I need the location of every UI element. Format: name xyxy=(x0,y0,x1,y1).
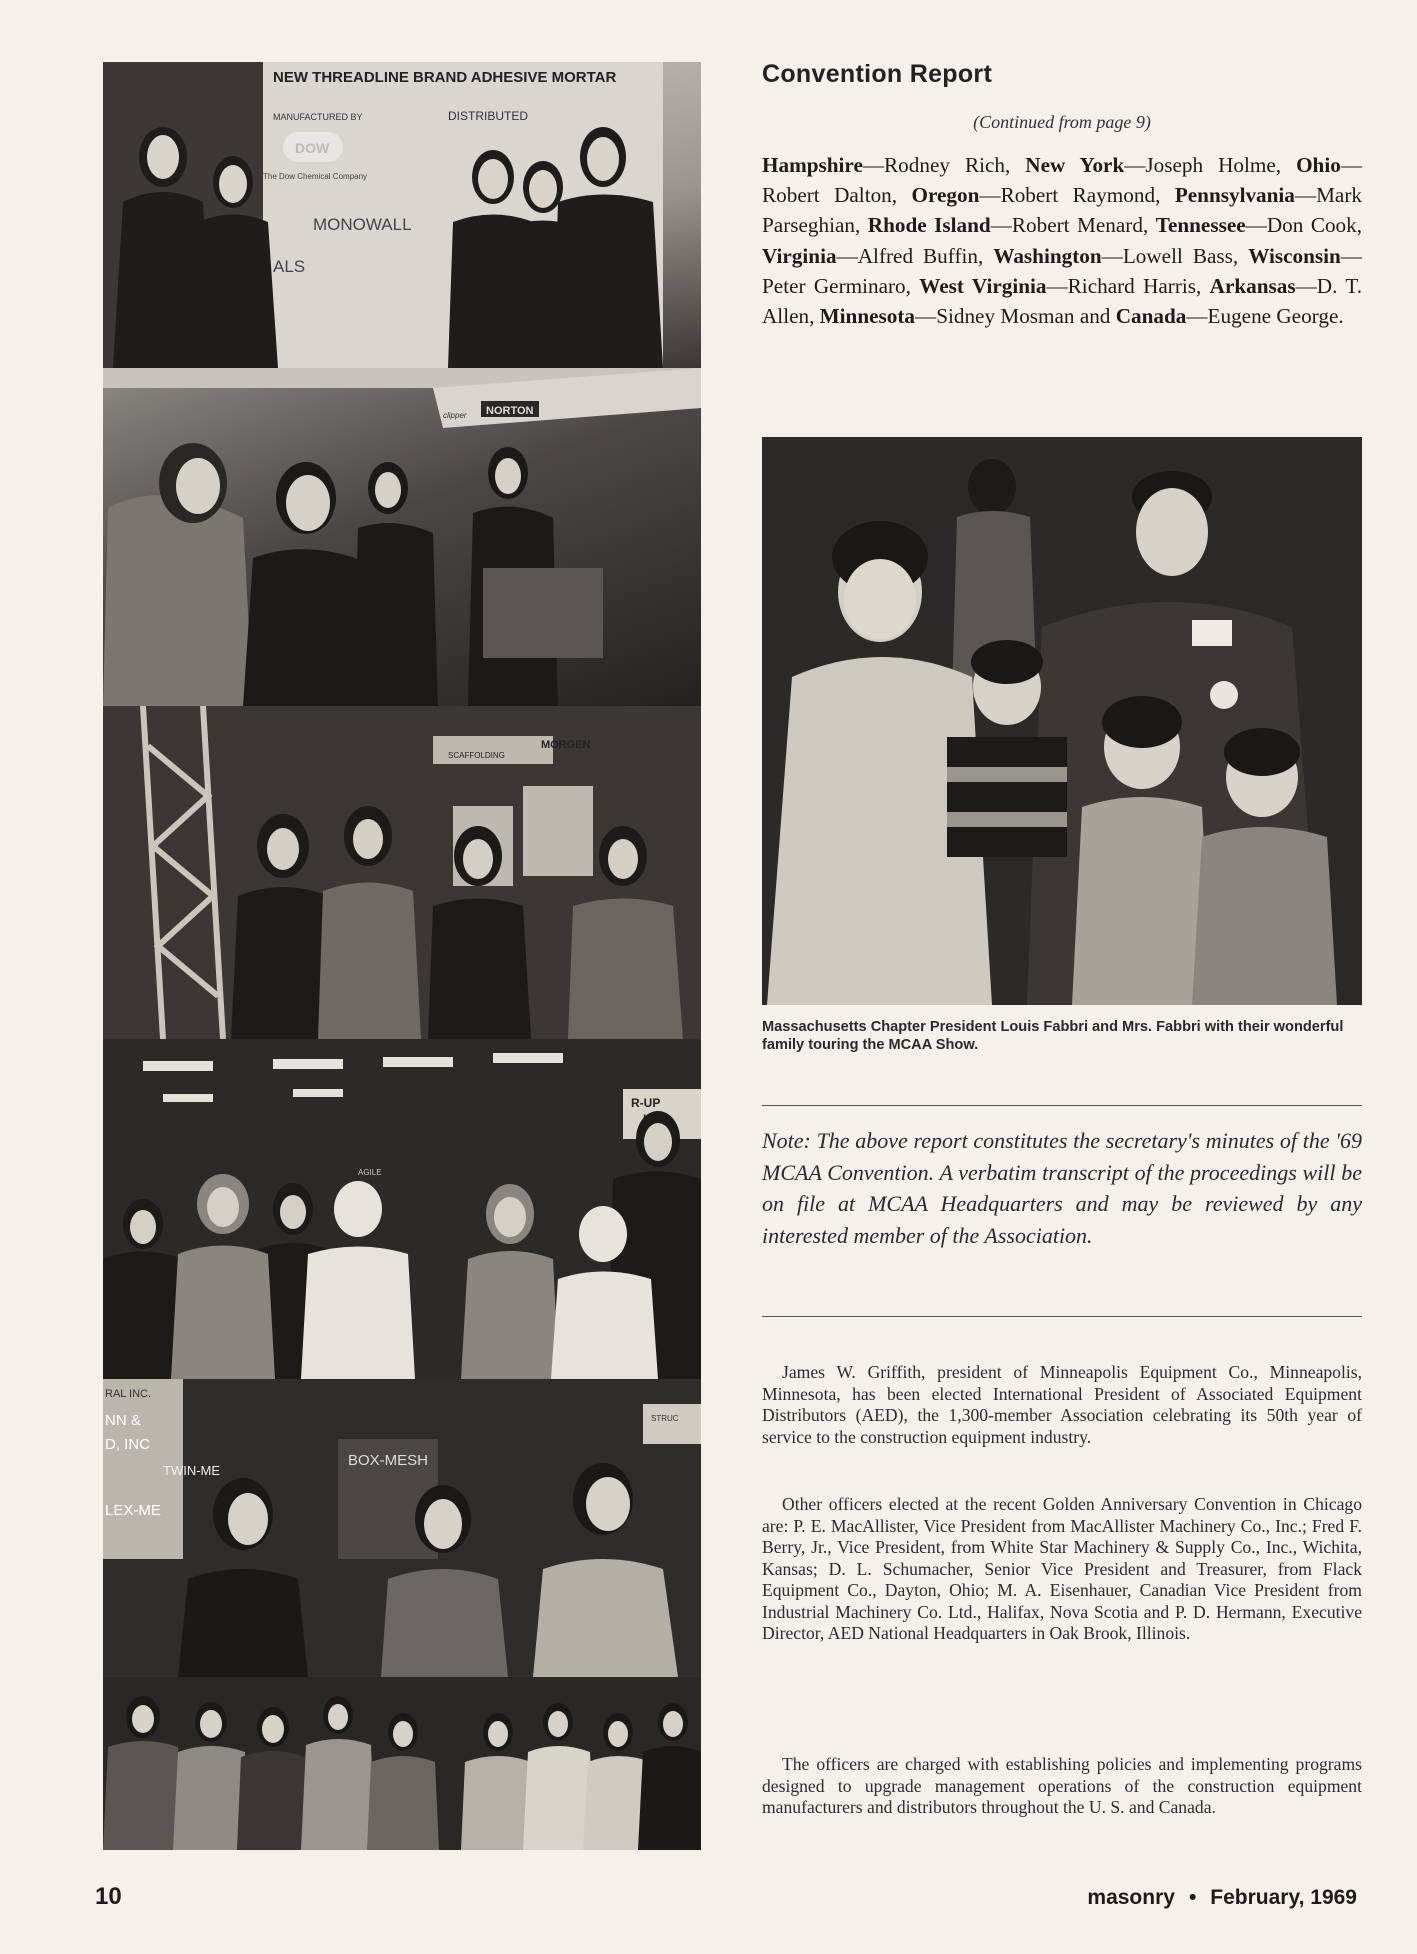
state-name: Wisconsin xyxy=(1248,243,1341,268)
sign-lex-mesh: LEX-ME xyxy=(105,1502,161,1519)
sign-dow-company: The Dow Chemical Company xyxy=(263,172,368,181)
sign-als: ALS xyxy=(273,257,306,276)
photo-fabbri-family xyxy=(762,437,1362,1005)
sign-clipper: clipper xyxy=(443,411,467,420)
issue-date: February, 1969 xyxy=(1210,1886,1357,1909)
state-name: Ohio xyxy=(1296,153,1341,177)
sign-d-inc: D, INC xyxy=(105,1436,150,1453)
sign-nn: NN & xyxy=(105,1412,141,1429)
state-name: Arkansas xyxy=(1209,273,1296,298)
photo-mesh-booth xyxy=(103,1379,701,1677)
sign-manufactured: MANUFACTURED BY xyxy=(273,112,363,122)
divider-bottom xyxy=(762,1316,1362,1317)
officer-name: D. T. Allen xyxy=(762,273,1362,329)
news-paragraph-2: Other officers elected at the recent Golden Anniversary Convention in Chicago are: P. E. MacAllister, Vice President from MacAllister Machinery Co., Inc.; Fred F. Berry, Jr., Vice President, from White Star Machinery & Supply Co., Inc., Wichita, Kansas; D. L. Schumacher, Senior Vice President and Treasurer, from Flack Equipment Co., Dayton, Ohio; M. A. Eisenhauer, Canadian Vice President from Industrial Machinery Co. Ltd., Halifax, Nova Scotia and P. D. Hermann, Executive Director, AED National Headquarters in Oak Brook, Illinois. xyxy=(762,1494,1362,1643)
state-name: Hampshire xyxy=(762,153,863,177)
state-name: Tennessee xyxy=(1155,213,1246,238)
officer-name: Robert Raymond xyxy=(1000,183,1156,208)
state-name: Washington xyxy=(993,243,1102,268)
continued-from: (Continued from page 9) xyxy=(973,112,1151,132)
state-name: Pennsylvania xyxy=(1174,183,1295,208)
sign-agile: AGILE xyxy=(358,1168,382,1177)
sign-box-mesh: BOX-MESH xyxy=(348,1452,429,1469)
sign-ral-inc: RAL INC. xyxy=(105,1388,152,1400)
photo-norton-booth xyxy=(103,368,701,706)
footer-masthead xyxy=(1087,1886,1357,1910)
officer-name: Robert Menard xyxy=(1011,213,1143,238)
officer-name: Alfred Buffin xyxy=(857,243,978,268)
news-paragraph-3: The officers are charged with establishing policies and implementing programs designed to upgrade management operations of the construction equipment manufacturers and distributors throughout the U. S. and Canada. xyxy=(762,1754,1362,1817)
photo-group-line xyxy=(103,1677,701,1850)
state-name: Virginia xyxy=(762,243,837,268)
officer-name: Peter Germinaro xyxy=(762,273,906,298)
sign-twin-mesh: TWIN-ME xyxy=(163,1463,221,1478)
officer-name: Eugene George xyxy=(1207,304,1339,329)
photo-caption: Massachusetts Chapter President Louis Fabbri and Mrs. Fabbri with their wonderful family touring the MCAA Show. xyxy=(762,1019,1344,1053)
officer-name: Joseph Holme xyxy=(1145,153,1276,177)
sign-distributed: DISTRIBUTED xyxy=(448,109,529,123)
sign-threadline: NEW THREADLINE BRAND ADHESIVE MORTAR xyxy=(273,69,617,86)
news-paragraph-1: James W. Griffith, president of Minneapolis Equipment Co., Minneapolis, Minnesota, has been elected International President of Associated Equipment Distributors (AED), the 1,300-member Association celebrating its 50th year of service to the construction equipment industry. xyxy=(762,1362,1362,1447)
officer-name: Don Cook xyxy=(1266,213,1357,238)
sign-dow: DOW xyxy=(295,140,330,156)
officer-name: Rodney Rich xyxy=(884,153,1005,177)
state-officer-list: Hampshire—Rodney Rich, New York—Joseph Holme, Ohio—Robert Dalton, Oregon—Robert Raymond, Pennsylvania—Mark Parseghian, Rhode Island—Robert Menard, Tennessee—Don Cook, Virginia—Alfred Buffin, Washington—Lowell Bass, Wisconsin—Peter Germinaro, West Virginia—Richard Harris, Arkansas—D. T. Allen, Minnesota—Sidney Mosman and Canada—Eugene George. xyxy=(762,153,1363,329)
sign-struc: STRUC xyxy=(651,1414,679,1423)
officer-name: Robert Dalton xyxy=(762,183,892,208)
state-name: Oregon xyxy=(911,183,980,208)
article-heading: Convention Report xyxy=(762,60,993,88)
photo-adhesive-mortar-booth xyxy=(103,62,701,368)
sign-morgen: MORGEN xyxy=(541,739,591,751)
bullet-separator: • xyxy=(1188,1886,1197,1909)
photo-ladies-at-booth xyxy=(103,1039,701,1379)
state-name: New York xyxy=(1025,153,1125,177)
state-name: Rhode Island xyxy=(867,213,991,238)
sign-rup: R-UP xyxy=(631,1096,661,1110)
sign-monowall: MONOWALL xyxy=(313,215,412,234)
state-name: West Virginia xyxy=(919,273,1047,298)
divider-top xyxy=(762,1105,1362,1106)
editor-note: Note: The above report constitutes the secretary's minutes of the '69 MCAA Convention. A verbatim transcript of the proceedings will be on file at MCAA Headquarters and may be reviewed by any interested member of the Association. xyxy=(762,1128,1362,1248)
sign-scaffolding: SCAFFOLDING xyxy=(448,751,505,760)
state-name: Minnesota xyxy=(819,304,916,329)
state-name: Canada xyxy=(1115,304,1187,329)
sign-norton: NORTON xyxy=(486,405,534,417)
photo-scaffolding-booth xyxy=(103,706,701,1039)
magazine-name: masonry xyxy=(1087,1886,1175,1909)
page-number: 10 xyxy=(95,1883,122,1910)
officer-name: Richard Harris xyxy=(1067,273,1197,298)
officer-name: Lowell Bass xyxy=(1122,243,1233,268)
officer-name: Mark Parseghian xyxy=(762,183,1362,238)
officer-name: Sidney Mosman xyxy=(936,304,1075,329)
